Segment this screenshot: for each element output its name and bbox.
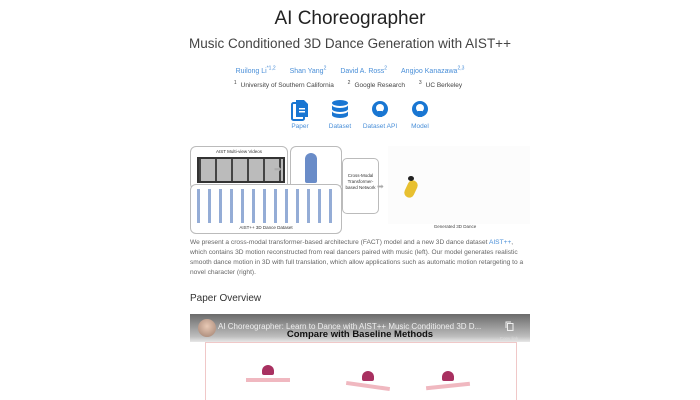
- abstract-text: We present a cross-modal transformer-based architecture (FACT) model and a new 3D dance dataset AIST++, which contains 3D motion reconstructed from real dancers paired with music (left). Our model generates realistic smooth dance motion in 3D with full translation, which allow applications such as automatic motion retargeting to a novel character (right).: [190, 239, 524, 276]
- aist-link[interactable]: AIST++: [488, 239, 512, 246]
- affiliation: $^1$ University of Southern California: [233, 80, 334, 90]
- video-frame: [205, 342, 517, 400]
- dancer-character: [426, 371, 470, 388]
- video-embed[interactable]: [190, 314, 530, 400]
- author-link[interactable]: Shan Yang$^2$: [289, 66, 327, 76]
- dancer-character: [246, 365, 290, 382]
- affiliation: $^3$ UC Berkeley: [418, 80, 463, 90]
- arrow-icon: ➡: [377, 182, 384, 191]
- character-figure: [403, 179, 420, 200]
- dataset-link[interactable]: Dataset: [320, 99, 360, 130]
- arrow-icon: ➡: [274, 164, 282, 174]
- copy-link-button[interactable]: Copy link: [496, 318, 522, 341]
- github-icon: [411, 99, 429, 121]
- video-heading: Compare with Baseline Methods: [286, 329, 434, 340]
- github-icon: [371, 99, 389, 121]
- affiliation-list: [0, 80, 700, 89]
- author-list: [0, 66, 700, 75]
- paper-link[interactable]: Paper: [280, 99, 320, 130]
- teaser-figure: AIST Multi-view Videos ➡ AIST++ 3D Dance Dataset Cross-Modal Transformer-based Network ➡ Generated 3D Dance: [190, 144, 530, 234]
- multiview-videos-panel: AIST Multi-view Videos: [190, 146, 288, 190]
- network-box: Cross-Modal Transformer-based Network: [342, 158, 379, 214]
- model-link[interactable]: Model: [400, 99, 440, 130]
- database-icon: [331, 99, 349, 121]
- affiliation: $^2$ Google Research: [347, 80, 406, 90]
- generated-dance-panel: [388, 146, 530, 224]
- dancer-poses: [197, 189, 337, 223]
- film-strip: [197, 157, 285, 183]
- author-link[interactable]: David A. Ross$^2$: [340, 66, 388, 76]
- dataset-api-link[interactable]: Dataset API: [360, 99, 400, 130]
- character-head: [408, 176, 414, 181]
- resource-links: [280, 99, 440, 130]
- section-title: Paper Overview: [190, 293, 262, 304]
- page-title: AI Choreographer: [274, 8, 426, 29]
- dancer-character: [346, 371, 390, 388]
- page-subtitle: Music Conditioned 3D Dance Generation with AIST++: [189, 36, 511, 51]
- copy-icon: [505, 321, 514, 331]
- author-link[interactable]: Ruilong Li$^{*1,2}$: [235, 66, 276, 76]
- author-link[interactable]: Angjoo Kanazawa$^{2,3}$: [401, 66, 465, 76]
- dataset-panel: AIST++ 3D Dance Dataset: [190, 184, 342, 234]
- video-title[interactable]: AI Choreographer: Learn to Dance with AIST++ Music Conditioned 3D D...: [218, 322, 482, 331]
- dancer-figure: [305, 153, 317, 183]
- document-icon: [291, 99, 309, 121]
